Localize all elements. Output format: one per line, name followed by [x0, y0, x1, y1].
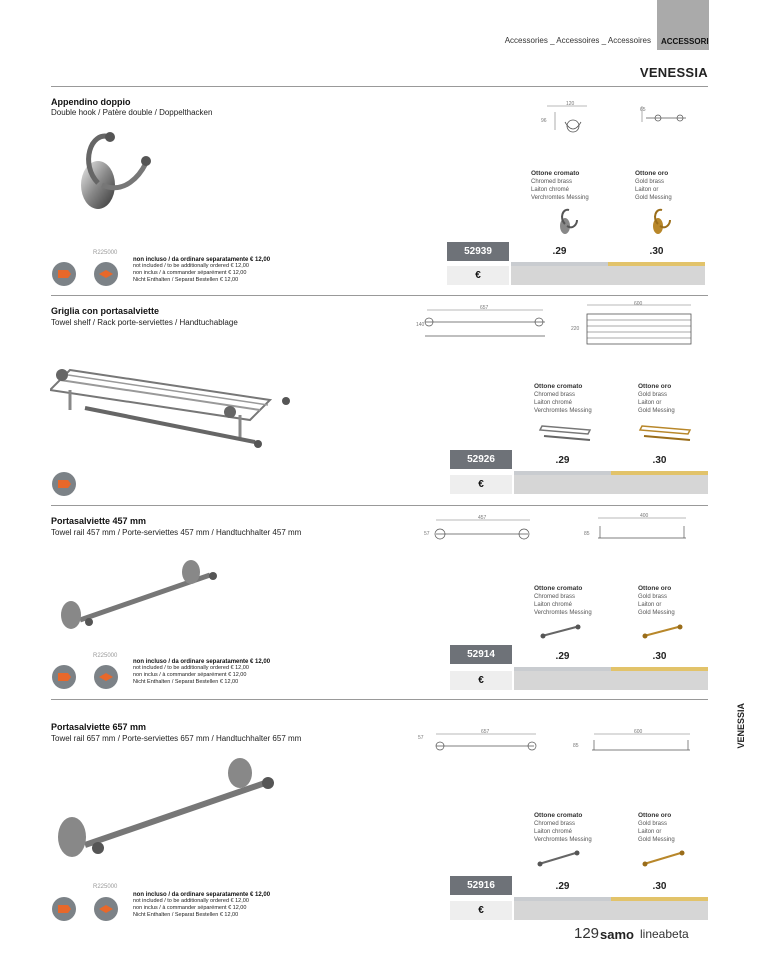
variant-chrome-title: Ottone cromato	[534, 585, 583, 592]
double-hook-image	[70, 125, 160, 220]
dim-height: 140	[416, 322, 425, 328]
variant-gold-desc: Gold brass Laiton or Gold Messing	[638, 594, 675, 616]
product-code: 52939	[447, 242, 509, 261]
brand-logo: samo	[600, 927, 634, 942]
accessory-code: R225000	[93, 653, 118, 659]
product-code: 52914	[450, 645, 512, 664]
wall-mount-icon	[52, 665, 76, 689]
towel-rail-image	[55, 560, 220, 635]
variant-gold-desc: Gold brass Laiton or Gold Messing	[638, 821, 675, 843]
dim-projection: 85	[584, 531, 590, 537]
euro-label: €	[450, 475, 512, 494]
variant-chrome-title: Ottone cromato	[534, 383, 583, 390]
section-tab-label: ACCESSORI	[661, 37, 709, 46]
gold-rail-thumbnail	[640, 848, 688, 868]
product-code: 52916	[450, 876, 512, 895]
price-gold-suffix: .30	[611, 647, 708, 671]
dim-width: 120	[566, 101, 575, 107]
price-gold-suffix: .30	[611, 451, 708, 475]
wall-mount-icon	[52, 472, 76, 496]
product-title: Appendino doppio	[51, 97, 131, 107]
price-gold-suffix: .30	[608, 242, 705, 266]
price-chrome-suffix: .29	[514, 451, 611, 475]
divider	[51, 86, 708, 87]
variant-chrome-title: Ottone cromato	[531, 170, 580, 177]
towel-rail-image	[50, 755, 280, 865]
dim-depth: 600	[634, 301, 643, 307]
product-code: 52926	[450, 450, 512, 469]
dim-projection: 85	[573, 743, 579, 749]
collection-title: VENESSIA	[639, 65, 708, 80]
dim-width: 657	[481, 729, 490, 735]
variant-gold-title: Ottone oro	[638, 585, 672, 592]
dim-height: 57	[418, 735, 424, 741]
gold-hook-thumbnail	[648, 206, 672, 236]
adhesive-kit-icon	[94, 262, 118, 286]
euro-label: €	[450, 901, 512, 920]
price-chrome-suffix: .29	[514, 877, 611, 901]
product-subtitle: Towel rail 457 mm / Porte-serviettes 457 mm / Handtuchhalter 457 mm	[51, 528, 302, 537]
dim-depth: 400	[640, 513, 649, 519]
price-gold-suffix: .30	[611, 877, 708, 901]
variant-chrome-desc: Chromed brass Laiton chromé Verchromtes Messing	[534, 821, 592, 843]
dim-depth: 65	[640, 107, 646, 113]
divider	[51, 505, 708, 506]
variant-gold-title: Ottone oro	[638, 812, 672, 819]
product-subtitle: Double hook / Patère double / Doppelthacken	[51, 108, 213, 117]
chrome-rail-thumbnail	[538, 622, 584, 640]
variant-gold-title: Ottone oro	[638, 383, 672, 390]
dimension-drawing-side	[636, 100, 692, 126]
variant-chrome-title: Ottone cromato	[534, 812, 583, 819]
page-number: 129	[574, 925, 600, 942]
dim-width: 657	[480, 305, 489, 311]
adhesive-kit-icon	[94, 897, 118, 921]
section-tab	[657, 0, 709, 50]
variant-chrome-desc: Chromed brass Laiton chromé Verchromtes Messing	[531, 179, 589, 201]
chrome-shelf-thumbnail	[538, 420, 594, 442]
accessory-code: R225000	[93, 250, 118, 256]
dimension-drawing-top	[582, 512, 694, 544]
product-title: Portasalviette 657 mm	[51, 722, 147, 732]
product-title: Portasalviette 457 mm	[51, 516, 147, 526]
brand-logo-sub: lineabeta	[640, 927, 689, 941]
euro-label: €	[447, 266, 509, 285]
side-collection-label: VENESSIA	[736, 703, 746, 749]
price-row	[514, 475, 708, 494]
price-chrome-suffix: .29	[514, 647, 611, 671]
adhesive-kit-icon	[94, 665, 118, 689]
divider	[51, 699, 708, 700]
accessory-note: non incluso / da ordinare separatamente € 12,00 not included / to be additionally ordered € 12,00 non inclus / à commander séparément € 12,00 Nicht Enthalten / Separat Bestellen € 12,00	[133, 257, 271, 283]
variant-chrome-desc: Chromed brass Laiton chromé Verchromtes Messing	[534, 392, 592, 414]
price-row	[514, 901, 708, 920]
product-subtitle: Towel shelf / Rack porte-serviettes / Handtuchablage	[51, 318, 238, 327]
price-row	[514, 671, 708, 690]
variant-chrome-desc: Chromed brass Laiton chromé Verchromtes Messing	[534, 594, 592, 616]
dim-height: 57	[424, 531, 430, 537]
chrome-hook-thumbnail	[555, 206, 579, 236]
dim-width: 457	[478, 515, 487, 521]
price-chrome-suffix: .29	[511, 242, 608, 266]
variant-gold-desc: Gold brass Laiton or Gold Messing	[635, 179, 672, 201]
wall-mount-icon	[52, 262, 76, 286]
dim-depth: 600	[634, 729, 643, 735]
price-row	[511, 266, 705, 285]
gold-shelf-thumbnail	[638, 420, 694, 442]
divider	[51, 295, 708, 296]
variant-gold-desc: Gold brass Laiton or Gold Messing	[638, 392, 675, 414]
dim-shelf: 220	[571, 326, 580, 332]
dimension-drawing-top	[573, 300, 698, 352]
dim-height: 96	[541, 118, 547, 124]
towel-shelf-image	[50, 350, 290, 450]
euro-label: €	[450, 671, 512, 690]
variant-gold-title: Ottone oro	[635, 170, 669, 177]
wall-mount-icon	[52, 897, 76, 921]
accessory-code: R225000	[93, 884, 118, 890]
product-subtitle: Towel rail 657 mm / Porte-serviettes 657 mm / Handtuchhalter 657 mm	[51, 734, 302, 743]
accessory-note: non incluso / da ordinare separatamente € 12,00 not included / to be additionally ordered € 12,00 non inclus / à commander séparément € 12,00 Nicht Enthalten / Separat Bestellen € 12,00	[133, 659, 271, 685]
accessory-note: non incluso / da ordinare separatamente € 12,00 not included / to be additionally ordered € 12,00 non inclus / à commander séparément € 12,00 Nicht Enthalten / Separat Bestellen € 12,00	[133, 892, 271, 918]
gold-rail-thumbnail	[640, 622, 686, 640]
product-title: Griglia con portasalviette	[51, 306, 160, 316]
breadcrumb: Accessories _ Accessoires _ Accessoires	[504, 36, 651, 45]
chrome-rail-thumbnail	[535, 848, 583, 868]
